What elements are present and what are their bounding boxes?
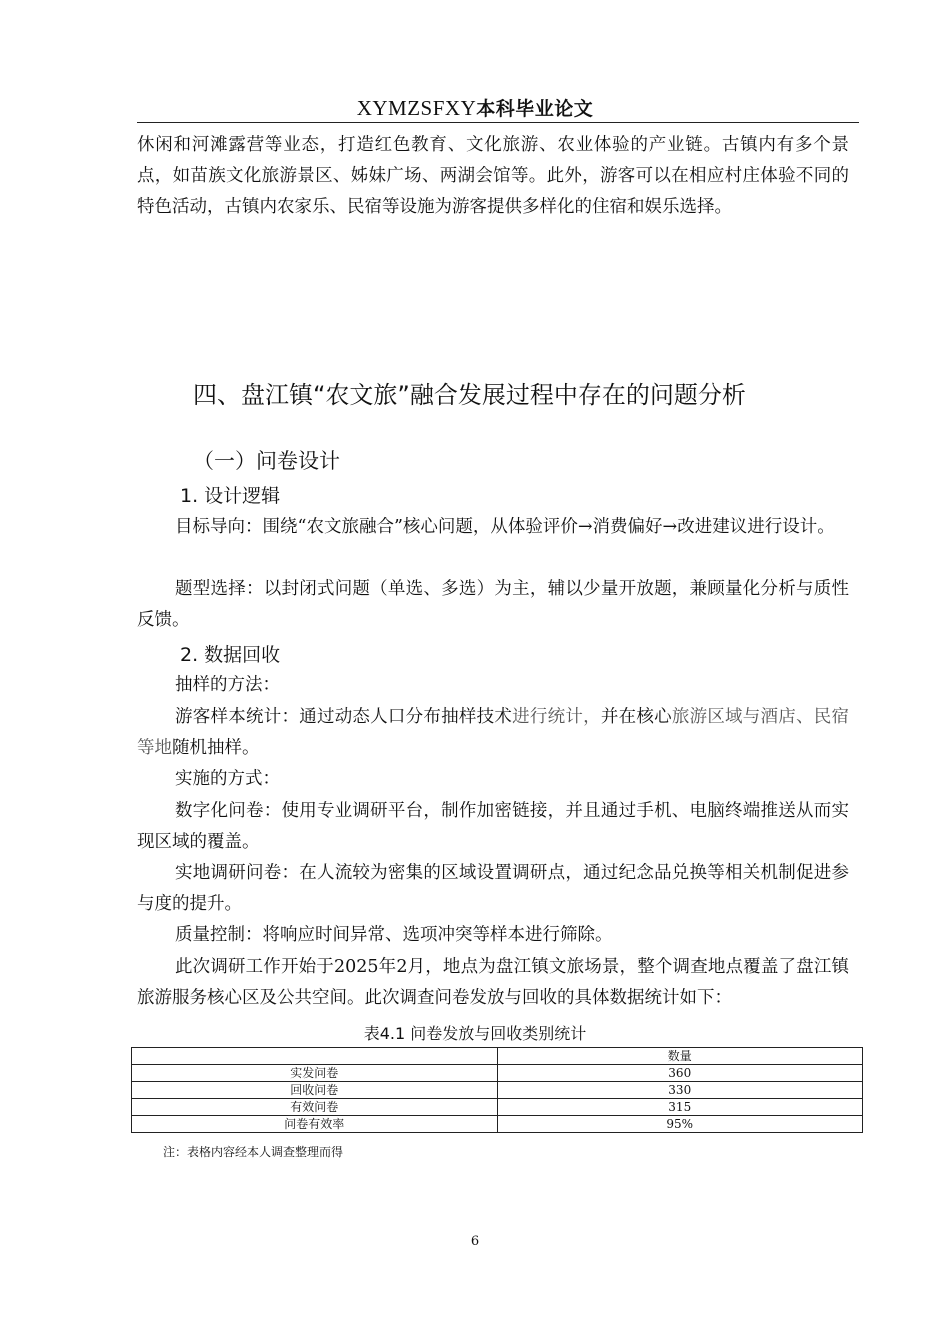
row-value: 330	[497, 1082, 863, 1099]
paragraph-field-survey: 实地调研问卷：在人流较为密集的区域设置调研点，通过纪念品兑换等相关机制促进参与度的提升。	[137, 862, 849, 914]
table-caption: 表4.1 问卷发放与回收类别统计	[363, 1024, 587, 1043]
paragraph-question-type: 题型选择：以封闭式问题（单选、多选）为主，辅以少量开放题，兼顾量化分析与质性反馈。	[137, 578, 849, 630]
row-value: 315	[497, 1099, 863, 1116]
table-header-row	[132, 1048, 863, 1065]
chapter-title: 四、盘江镇“农文旅”融合发展过程中存在的问题分析	[193, 381, 746, 409]
row-label: 回收问卷	[132, 1082, 498, 1099]
row-label: 实发问卷	[132, 1065, 498, 1082]
row-value: 360	[497, 1065, 863, 1082]
header-rule	[137, 122, 859, 123]
row-value: 95%	[497, 1116, 863, 1133]
table-row	[132, 1116, 863, 1133]
paragraph-goal: 目标导向：围绕“农文旅融合”核心问题，从体验评价→消费偏好→改进建议进行设计。	[175, 516, 835, 537]
table-row	[132, 1099, 863, 1116]
table-header-value: 数量	[497, 1048, 863, 1065]
table-note: 注：表格内容经本人调查整理而得	[163, 1145, 344, 1159]
paragraph-digital-survey: 数字化问卷：使用专业调研平台，制作加密链接，并且通过手机、电脑终端推送从而实现区域的覆盖。	[137, 800, 849, 852]
subsection-data-collection: 2. 数据回收	[180, 644, 281, 666]
paragraph-sampling-label: 抽样的方法：	[175, 674, 280, 695]
subsection-design-logic: 1. 设计逻辑	[180, 485, 281, 507]
paragraph-quality-control: 质量控制：将响应时间异常、选项冲突等样本进行筛除。	[175, 924, 613, 945]
paragraph-sampling: 游客样本统计：通过动态人口分布抽样技术进行统计，并在核心旅游区域与酒店、民宿等地随机抽样。	[137, 706, 850, 758]
section-title: （一）问卷设计	[193, 449, 340, 473]
header-latin: XYMZSFXY	[356, 96, 477, 120]
running-header	[0, 94, 950, 121]
table-row	[132, 1082, 863, 1099]
table-row	[132, 1065, 863, 1082]
paragraph-method-label: 实施的方式：	[175, 768, 280, 789]
survey-stats-table	[131, 1047, 863, 1133]
paragraph-summary: 此次调研工作开始于2025年2月，地点为盘江镇文旅场景，整个调查地点覆盖了盘江镇旅游服务核心区及公共空间。此次调查问卷发放与回收的具体数据统计如下：	[137, 956, 849, 1008]
intro-paragraph: 休闲和河滩露营等业态，打造红色教育、文化旅游、农业体验的产业链。古镇内有多个景点，如苗族文化旅游景区、姊妹广场、两湖会馆等。此外，游客可以在相应村庄体验不同的特色活动，古镇内农家乐、民宿等设施为游客提供多样化的住宿和娱乐选择。	[137, 134, 849, 217]
header-cjk: 本科毕业论文	[476, 98, 594, 120]
page-number: 6	[470, 1234, 480, 1249]
row-label: 问卷有效率	[132, 1116, 498, 1133]
table-header-label	[132, 1048, 498, 1065]
row-label: 有效问卷	[132, 1099, 498, 1116]
